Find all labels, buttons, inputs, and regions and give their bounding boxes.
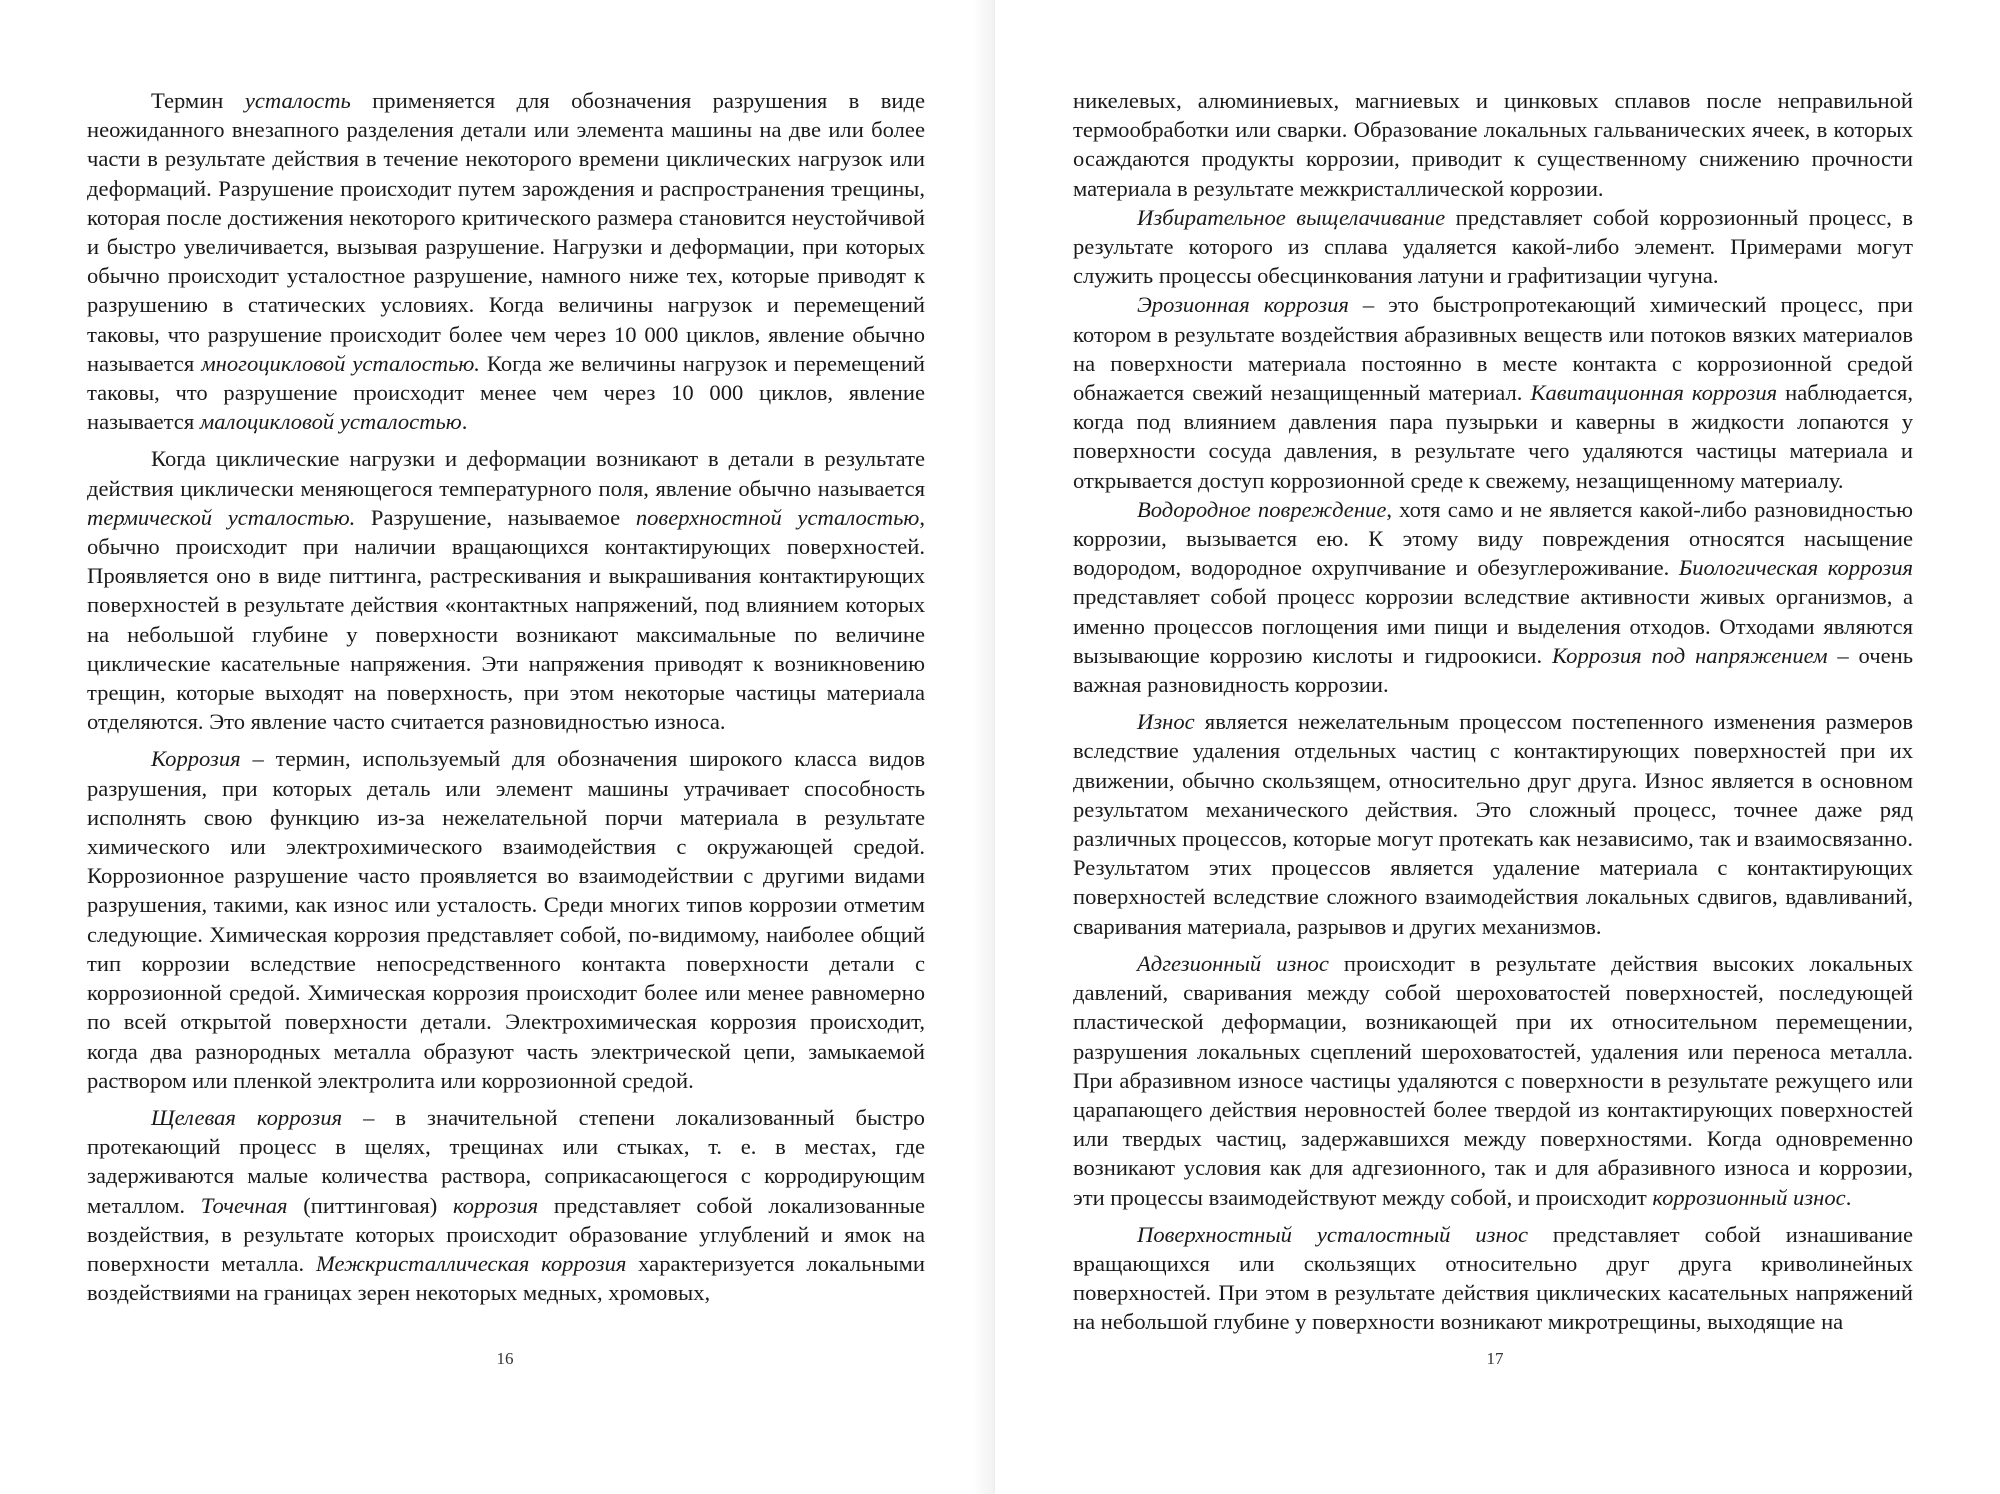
right-page-text xyxy=(1073,86,1913,1337)
italic-term: Поверхностный усталостный износ xyxy=(1137,1221,1528,1247)
text-run: представляет собой коррозионный процесс, в результате которого из сплава удаляется какой-либо элемент. Примерами могут служить процессы обесцинкования латуни и графитизации чугуна. xyxy=(1073,204,1913,289)
text-run: Когда же величины нагрузок и перемещений таковы, что разрушение происходит менее чем через 10 000 циклов, явление называется xyxy=(87,350,925,435)
left-page xyxy=(0,0,995,1494)
italic-term: термической усталостью. xyxy=(87,504,356,530)
italic-term: Эрозионная коррозия xyxy=(1137,292,1349,318)
text-run: – в значительной степени локализованный быстро протекающий процесс в щелях, трещинах или стыках, т. е. в местах, где задерживаются малые количества раствора, соприкасающегося с корродирующим металлом. xyxy=(87,1104,925,1218)
text-run: представляет собой изнашивание вращающихся или скользящих относительно друг друга криволинейных поверхностей. При этом в результате действия циклических касательных напряжений на небольшой глубине у поверхности возникают микротрещины, выходящие на xyxy=(1073,1221,1913,1335)
text-run: , обычно происходит при наличии вращающихся контактирующих поверхностей. Проявляется оно в виде питтинга, растрескивания и выкрашивания контактирующих поверхностей в результате действия «контактных напряжений, под влиянием которых на небольшой глубине у поверхности возникают максимальные по величине циклические касательные напряжения. Эти напряжения приводят к возникновению трещин, которые выходят на поверхность, при этом некоторые частицы материала отделяются. Это явление часто считается разновидностью износа. xyxy=(87,504,925,735)
page-number: 17 xyxy=(1486,1349,1504,1368)
italic-term: Коррозия xyxy=(151,746,241,772)
text-run: – очень важная разновидность коррозии. xyxy=(1073,642,1914,698)
italic-term: Адгезионный износ xyxy=(1137,950,1329,976)
italic-term: многоцикловой усталостью. xyxy=(201,350,480,376)
italic-term: Биологическая коррозия xyxy=(1678,555,1913,581)
italic-term: Износ xyxy=(1137,709,1195,735)
text-run: происходит в результате действия высоких локальных давлений, сваривания между собой шероховатостей поверхностей, последующей пластической деформации, возникающей при их относительном перемещении, разрушения локальных сцеплений шероховатостей, удаления или переноса металла. При абразивном износе частицы удаляются с поверхности в результате режущего или царапающего действия неровностей более твердой из контактирующих поверхностей или твердых частиц, задержавшихся между поверхностями. Когда одновременно возникают условия как для адгезионного, так и для абразивного износа и коррозии, эти процессы взаимодействуют между собой, и происходит xyxy=(1073,950,1913,1210)
right-page xyxy=(995,0,2000,1494)
text-run: характеризуется локальными воздействиями на границах зерен некоторых медных, хромовых, xyxy=(87,1250,925,1306)
italic-term: Межкристаллическая коррозия xyxy=(315,1250,627,1276)
italic-term: усталость xyxy=(244,88,351,113)
text-run: никелевых, алюминиевых, магниевых и цинковых сплавов после неправильной термообработки или сварки. Образование локальных гальванических ячеек, в которых осаждаются продукты коррозии, приводит к существенному снижению прочности материала в результате межкристаллической коррозии. xyxy=(1073,88,1913,201)
italic-term: поверхностной усталостью xyxy=(635,504,920,530)
italic-term: Избирательное выщелачивание xyxy=(1137,204,1446,230)
paragraph xyxy=(1073,1220,1913,1337)
italic-term: Щелевая коррозия xyxy=(151,1104,343,1130)
italic-term: коррозия xyxy=(452,1192,539,1218)
text-run: применяется для обозначения разрушения в виде неожиданного внезапного разделения детали или элемента машины на две или более части в результате действия в течение некоторого времени циклических нагрузок или деформаций. Разрушение происходит путем зарождения и распространения трещины, которая после достижения некоторого критического размера становится неустойчивой и быстро увеличивается, вызывая разрушение. Нагрузки и деформации, при которых обычно происходит усталостное разрушение, намного ниже тех, которые приводят к разрушению в статических условиях. Когда величины нагрузок и перемещений таковы, что разрушение происходит более чем через 10 000 циклов, явление обычно называется xyxy=(87,88,925,376)
paragraph xyxy=(1073,290,1913,494)
paragraph xyxy=(87,744,925,1094)
text-run: – это быстропротекающий химический процесс, при котором в результате воздействия абразивных веществ или потоков вязких материалов на поверхности материала постоянно в месте контакта с коррозионной средой обнажается свежий незащищенный материал. xyxy=(1073,292,1914,406)
text-run: . xyxy=(1845,1184,1852,1210)
paragraph xyxy=(87,1103,925,1307)
text-run: Разрушение, называемое xyxy=(355,504,636,530)
page-number: 16 xyxy=(496,1349,514,1368)
italic-term: малоцикловой усталостью xyxy=(199,409,462,435)
text-run: является нежелательным процессом постепенного изменения размеров вследствие удаления отдельных частиц с контактирующих поверхностей при их движении, обычно скользящем, относительно друг друга. Износ является в основном результатом механического действия. Это сложный процесс, точнее даже ряд различных процессов, которые могут протекать как независимо, так и взаимосвязанно. Результатом этих процессов является удаление материала с контактирующих поверхностей вследствие сложного взаимодействия локальных сдвигов, вдавливаний, сваривания материала, разрывов и других механизмов. xyxy=(1073,709,1913,939)
italic-term: Водородное повреждение xyxy=(1137,496,1387,522)
paragraph xyxy=(1073,86,1913,203)
italic-term: Точечная xyxy=(200,1192,288,1218)
text-run: , хотя само и не является какой-либо разновидностью коррозии, вызывается ею. К этому виду повреждения относятся насыщение водородом, водородное охрупчивание и обезуглероживание. xyxy=(1073,496,1913,581)
paragraph xyxy=(87,444,925,736)
italic-term: коррозионный износ xyxy=(1652,1184,1846,1210)
italic-term: Кавитационная коррозия xyxy=(1530,380,1778,406)
text-run: представляет собой процесс коррозии вследствие активности живых организмов, а именно процессов поглощения ими пищи и выделения отходов. Отходами являются вызывающие коррозию кислоты и гидроокиси. xyxy=(1073,584,1913,668)
text-run: Термин xyxy=(151,88,245,113)
italic-term: Коррозия под напряжением xyxy=(1552,642,1828,668)
paragraph xyxy=(1073,949,1913,1212)
text-run: наблюдается, когда под влиянием давления пара пузырьки и каверны в жидкости лопаются у поверхности сосуда давления, в результате чего удаляются частицы материала и открывается доступ коррозионной среде к свежему, незащищенному материалу. xyxy=(1073,380,1914,493)
left-page-text xyxy=(87,86,925,1307)
text-run: (питтинговая) xyxy=(287,1192,453,1218)
paragraph xyxy=(1073,495,1913,699)
text-run: . xyxy=(461,409,468,435)
paragraph xyxy=(1073,707,1913,941)
paragraph xyxy=(87,86,925,436)
text-run: – термин, используемый для обозначения широкого класса видов разрушения, при которых деталь или элемент машины утрачивает способность исполнять свою функцию из-за нежелательной порчи материала в результате химического или электрохимического взаимодействия с окружающей средой. Коррозионное разрушение часто проявляется во взаимодействии с другими видами разрушения, такими, как износ или усталость. Среди многих типов коррозии отметим следующие. Химическая коррозия представляет собой, по-видимому, наиболее общий тип коррозии вследствие непосредственного контакта поверхности детали с коррозионной средой. Химическая коррозия происходит более или менее равномерно по всей открытой поверхности детали. Электрохимическая коррозия происходит, когда два разнородных металла образуют часть электрической цепи, замыкаемой раствором или пленкой электролита или коррозионной средой. xyxy=(87,746,925,1093)
paragraph xyxy=(1073,203,1913,291)
text-run: Когда циклические нагрузки и деформации возникают в детали в результате действия циклически меняющегося температурного поля, явление обычно называется xyxy=(87,446,925,501)
text-run: представляет собой локализованные воздействия, в результате которых происходит образование углублений и ямок на поверхности металла. xyxy=(87,1192,926,1276)
